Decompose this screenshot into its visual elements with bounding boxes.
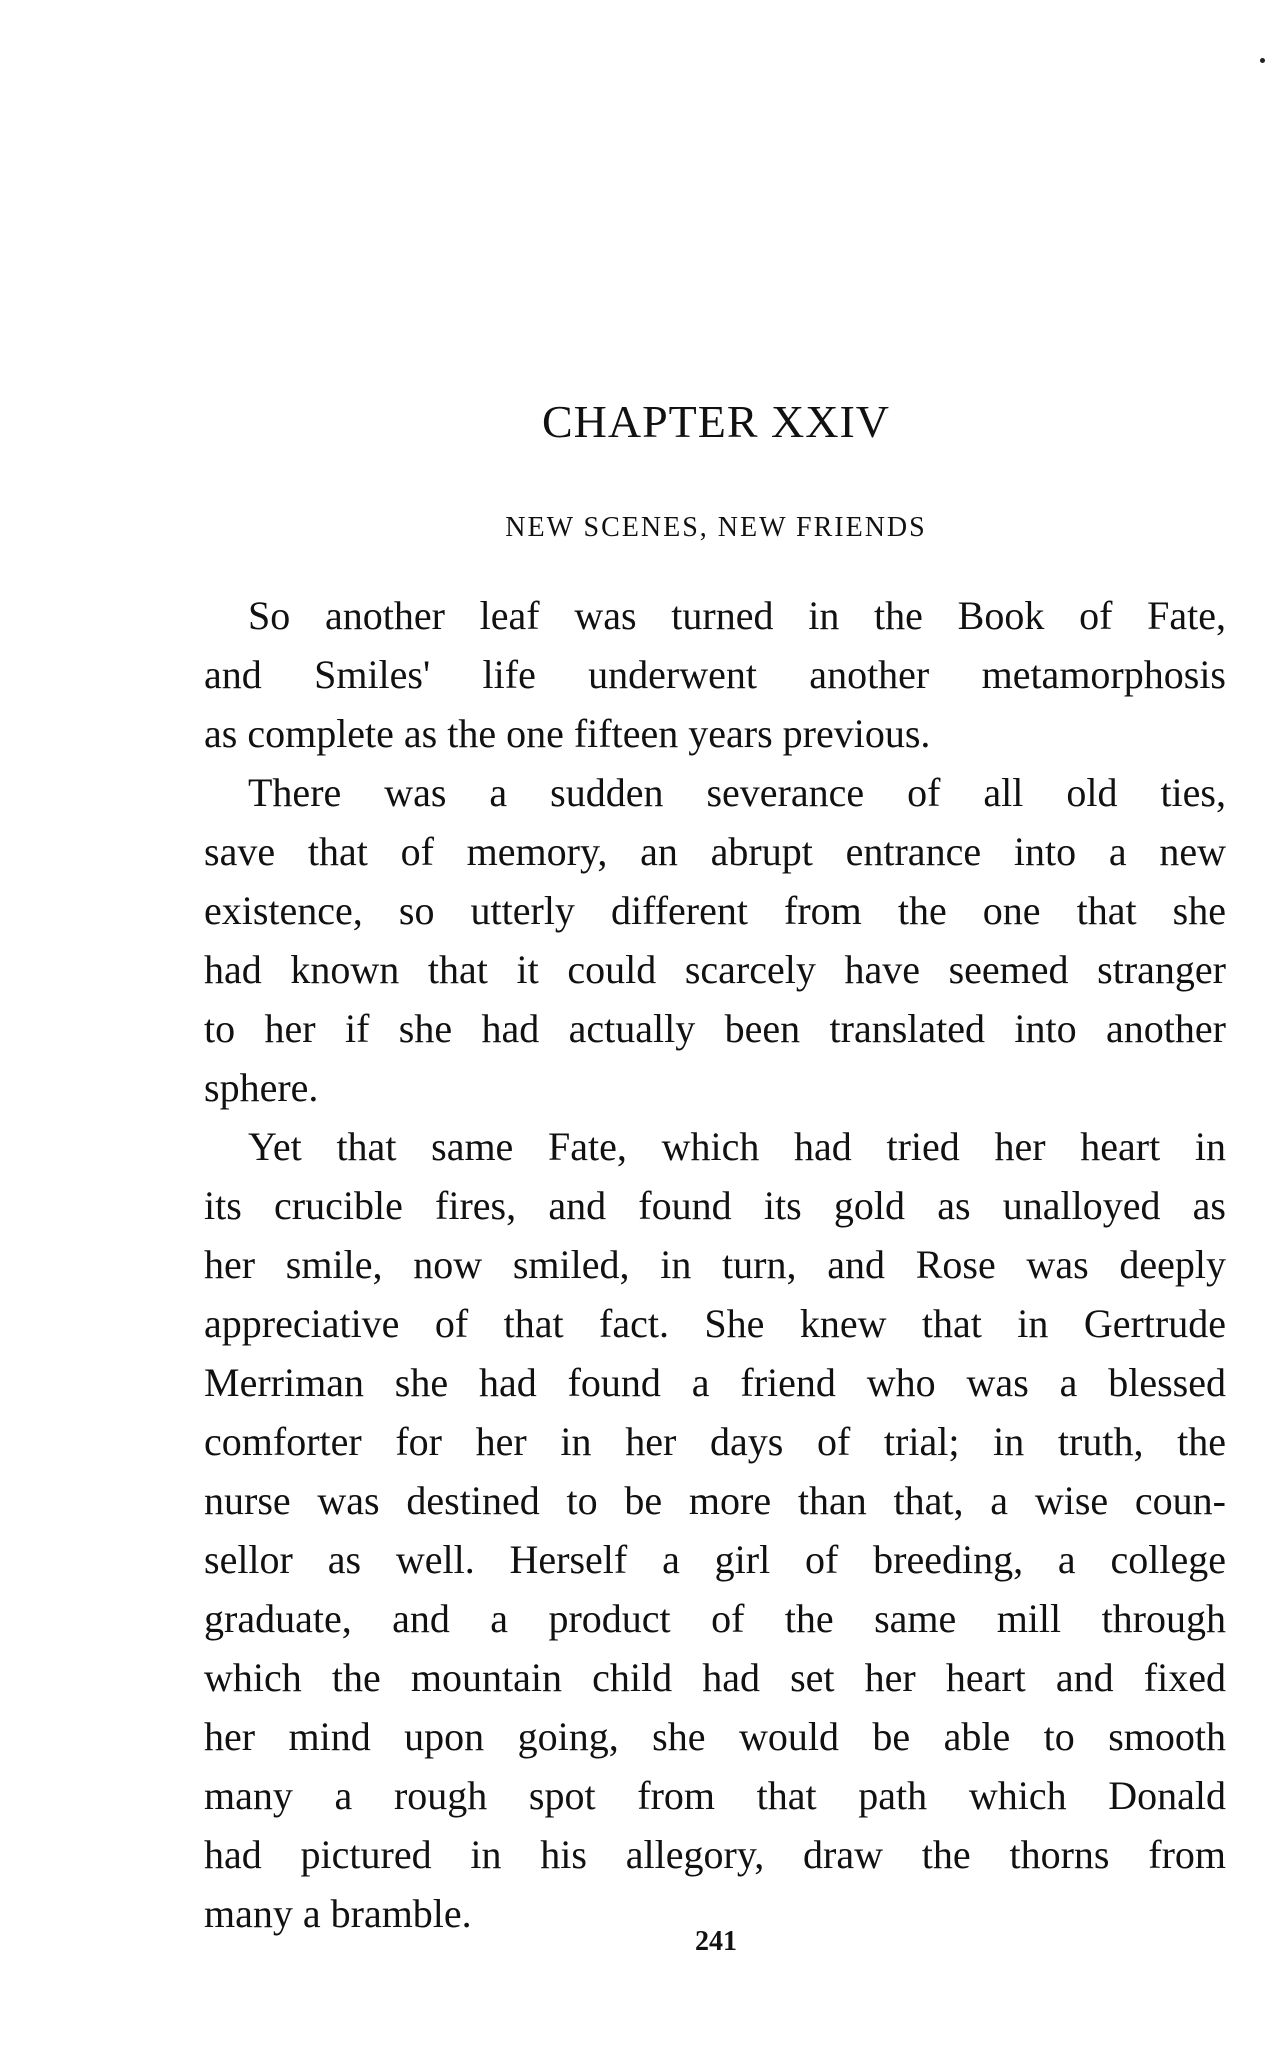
- text-line: There was a sudden severance of all old ties,: [248, 770, 1226, 815]
- text-line: many a rough spot from that path which Donald: [204, 1773, 1226, 1818]
- text-line: Yet that same Fate, which had tried her heart in: [248, 1124, 1226, 1169]
- text-line: as complete as the one fifteen years previous.: [204, 711, 931, 756]
- ink-speck: [1260, 58, 1265, 63]
- paragraph: [204, 763, 1226, 1117]
- text-line: her mind upon going, she would be able to smooth: [204, 1714, 1226, 1759]
- text-line: comforter for her in her days of trial; in truth, the: [204, 1419, 1226, 1464]
- paragraph: [204, 1117, 1226, 1943]
- page-number: 241: [695, 1926, 737, 1957]
- text-line: and Smiles' life underwent another metamorphosis: [204, 652, 1226, 697]
- text-line: So another leaf was turned in the Book of Fate,: [248, 593, 1226, 638]
- text-line: Merriman she had found a friend who was a blessed: [204, 1360, 1226, 1405]
- text-line: which the mountain child had set her heart and fixed: [204, 1655, 1226, 1700]
- text-line: sphere.: [204, 1065, 319, 1110]
- text-line: sellor as well. Herself a girl of breeding, a college: [204, 1537, 1226, 1582]
- text-line: graduate, and a product of the same mill through: [204, 1596, 1226, 1641]
- text-line: many a bramble.: [204, 1891, 472, 1936]
- text-line: existence, so utterly different from the one that she: [204, 888, 1226, 933]
- text-line: her smile, now smiled, in turn, and Rose was deeply: [204, 1242, 1226, 1287]
- text-line: to her if she had actually been translated into another: [204, 1006, 1226, 1051]
- text-line: its crucible fires, and found its gold as unalloyed as: [204, 1183, 1226, 1228]
- text-line: nurse was destined to be more than that, a wise coun-: [204, 1478, 1226, 1523]
- text-line: had pictured in his allegory, draw the thorns from: [204, 1832, 1226, 1877]
- chapter-body: [204, 586, 1226, 1943]
- paragraph: [204, 586, 1226, 763]
- text-line: appreciative of that fact. She knew that in Gertrude: [204, 1301, 1226, 1346]
- chapter-title: CHAPTER XXIV: [541, 396, 891, 447]
- text-line: had known that it could scarcely have seemed stranger: [204, 947, 1226, 992]
- chapter-subtitle: NEW SCENES, NEW FRIENDS: [505, 512, 927, 543]
- text-line: save that of memory, an abrupt entrance into a new: [204, 829, 1226, 874]
